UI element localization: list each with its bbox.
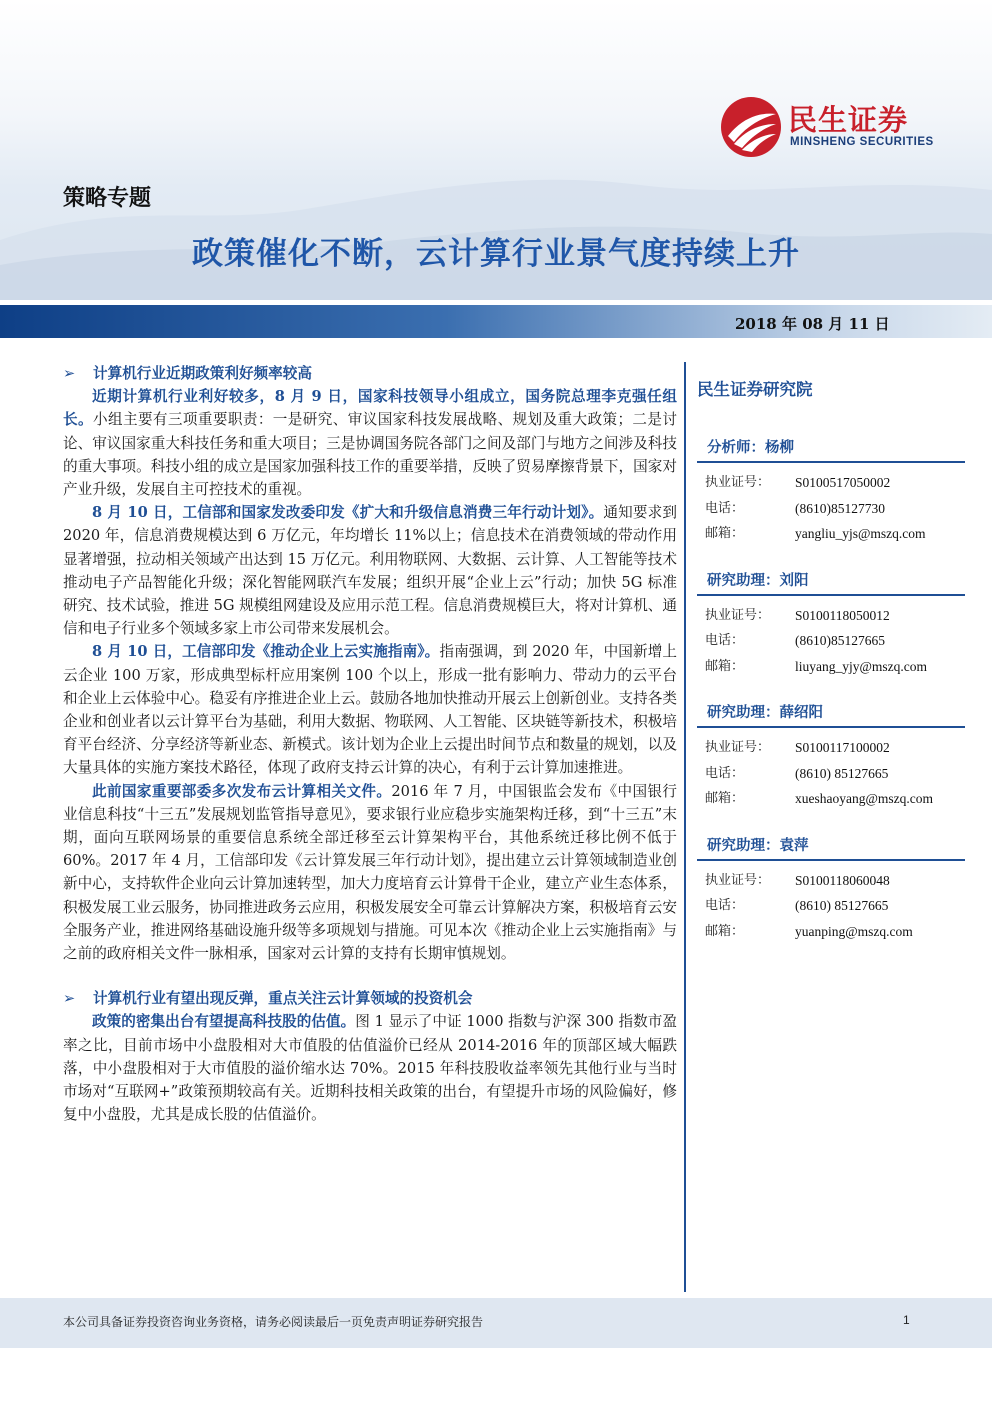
analyst-row: 电话： (8610)85127665 <box>705 633 885 648</box>
section-heading: ➢ 计算机行业有望出现反弹，重点关注云计算领域的投资机会 <box>63 987 677 1010</box>
analyst-row: 电话： (8610) 85127665 <box>705 898 889 913</box>
analyst-title: 研究助理：薛绍阳 <box>697 701 965 728</box>
analyst-row: 执业证号： S0100517050002 <box>705 475 891 490</box>
analyst-title: 分析师：杨柳 <box>697 436 965 463</box>
analyst-row: 电话： (8610) 85127665 <box>705 765 889 781</box>
footer-disclaimer: 本公司具备证券投资咨询业务资格，请务必阅读最后一页免责声明证券研究报告 <box>63 1315 484 1329</box>
analyst-title: 研究助理：袁萍 <box>697 834 965 861</box>
analyst-row: 邮箱： xueshaoyang@mszq.com <box>697 786 965 812</box>
email-link[interactable]: xueshaoyang@mszq.com <box>795 791 934 806</box>
logo-name-en: MINSHENG SECURITIES <box>790 136 934 148</box>
report-category: 策略专题 <box>63 185 152 211</box>
analyst-title: 研究助理：刘阳 <box>697 569 965 596</box>
paragraph: 8 月 10 日，工信部和国家发改委印发《扩大和升级信息消费三年行动计划》。通知要求到 2020 年，信息消费规模达到 6 万亿元，年均增长 11%以上；信息技术在消费领域的带动作用显著增强，拉动相关领域产出达到 15 万亿元。利用物联网、大数据、云计算、人工智能等技术推动电子产品智能化升级；深化智能网联汽车发展；组织开展“企业上云”行动；加快 5G 标准研究、技术试验，推进 5G 规模组网建设及应用示范工程。信息消费规模巨大，将对计算机、通信和电子行业多个领域多家上市公司带来发展机会。 <box>63 504 677 638</box>
chevron-right-icon: ➢ <box>63 990 76 1008</box>
analyst-card <box>697 569 965 680</box>
paragraph: 政策的密集出台有望提高科技股的估值。图 1 显示了中证 1000 指数与沪深 300 指数市盈率之比，目前市场中小盘股相对大市值股的估值溢价已经从 2014-2016 年的顶部区域大幅跌落，中小盘股相对于大市值股的溢价缩水达 70%。2015 年科技股收益率领先其他行业与当时市场对“互联网+”政策预期较高有关。近期科技相关政策的出台，有望提升市场的风险偏好，修复中小盘股，尤其是成长股的估值溢价。 <box>63 1013 677 1124</box>
analyst-row: 执业证号： S0100118060048 <box>705 872 890 888</box>
email-link[interactable]: yuanping@mszq.com <box>795 923 913 939</box>
logo-mark-icon <box>720 96 782 158</box>
page-number: 1 <box>903 1313 910 1327</box>
paragraph: 此前国家重要部委多次发布云计算相关文件。2016 年 7 月，中国银监会发布《中国银行业信息科技“十三五”发展规划监管指导意见》，要求银行业应稳步实施架构迁移，到“十三五”末期，面向互联网场景的重要信息系统全部迁移至云计算架构平台，其他系统迁移比例不低于 60%。2017 年 4 月，工信部印发《云计算发展三年行动计划》，提出建立云计算领域制造业创新中心，支持软件企业向云计算加速转型，加大力度培育云计算骨干企业，建立产业生态体系，积极发展工业云服务，协同推进政务云应用，积极发展安全可靠云计算解决方案，积极培育云安全服务产业，推进网络基础设施升级等多项规划与措施。可见本次《推动企业上云实施指南》与之前的政府相关文件一脉相承，国家对云计算的支持有长期审慎规划。 <box>63 782 677 963</box>
sidebar <box>697 376 965 966</box>
analyst-card <box>697 834 965 945</box>
analyst-row: 邮箱： liuyang_yjy@mszq.com <box>697 654 965 680</box>
report-title: 政策催化不断，云计算行业景气度持续上升 <box>192 236 800 272</box>
paragraph: 8 月 10 日，工信部印发《推动企业上云实施指南》。指南强调，到 2020 年，中国新增上云企业 100 万家，形成典型标杆应用案例 100 个以上，形成一批有影响力、带动力的云平台和企业上云体验中心。稳妥有序推进企业上云。鼓励各地加快推动开展云上创新创业。支持各类企业和创业者以云计算平台为基础，利用大数据、物联网、人工智能、区块链等新技术，积极培育平台经济、分享经济等新业态、新模式。该计划为企业上云提出时间节点和数量的规划，以及大量具体的实施方案技术路径，体现了政府支持云计算的决心，有利于云计算加速推进。 <box>63 643 677 777</box>
logo-name-cn: 民生证券 <box>788 103 909 137</box>
main-column <box>63 362 677 1127</box>
analyst-card <box>697 436 965 547</box>
analyst-row: 执业证号： S0100117100002 <box>705 740 890 755</box>
email-link[interactable]: liuyang_yjy@mszq.com <box>795 658 928 674</box>
analyst-row: 执业证号： S0100118050012 <box>705 607 890 623</box>
analyst-card <box>697 701 965 812</box>
analyst-row: 电话： (8610)85127730 <box>705 500 885 516</box>
institute-name: 民生证券研究院 <box>697 380 813 399</box>
analyst-row: 邮箱： yangliu_yjs@mszq.com <box>697 521 965 547</box>
email-link[interactable]: yangliu_yjs@mszq.com <box>795 526 926 541</box>
chevron-right-icon: ➢ <box>63 365 76 382</box>
column-divider <box>684 362 686 1292</box>
company-logo <box>720 96 950 158</box>
section-heading: ➢ 计算机行业近期政策利好频率较高 <box>63 362 677 385</box>
analyst-row: 邮箱： yuanping@mszq.com <box>697 919 965 945</box>
paragraph: 近期计算机行业利好较多，8 月 9 日，国家科技领导小组成立，国务院总理李克强任组长。小组主要有三项重要职责：一是研究、审议国家科技发展战略、规划及重大政策；二是讨论、审议国家重大科技任务和重大项目；三是协调国务院各部门之间及部门与地方之间涉及科技的重大事项。科技小组的成立是国家加强科技工作的重要举措，反映了贸易摩擦背景下，国家对产业升级，发展自主可控技术的重视。 <box>63 388 677 499</box>
report-date: 2018 年 08 月 11 日 <box>735 315 890 333</box>
